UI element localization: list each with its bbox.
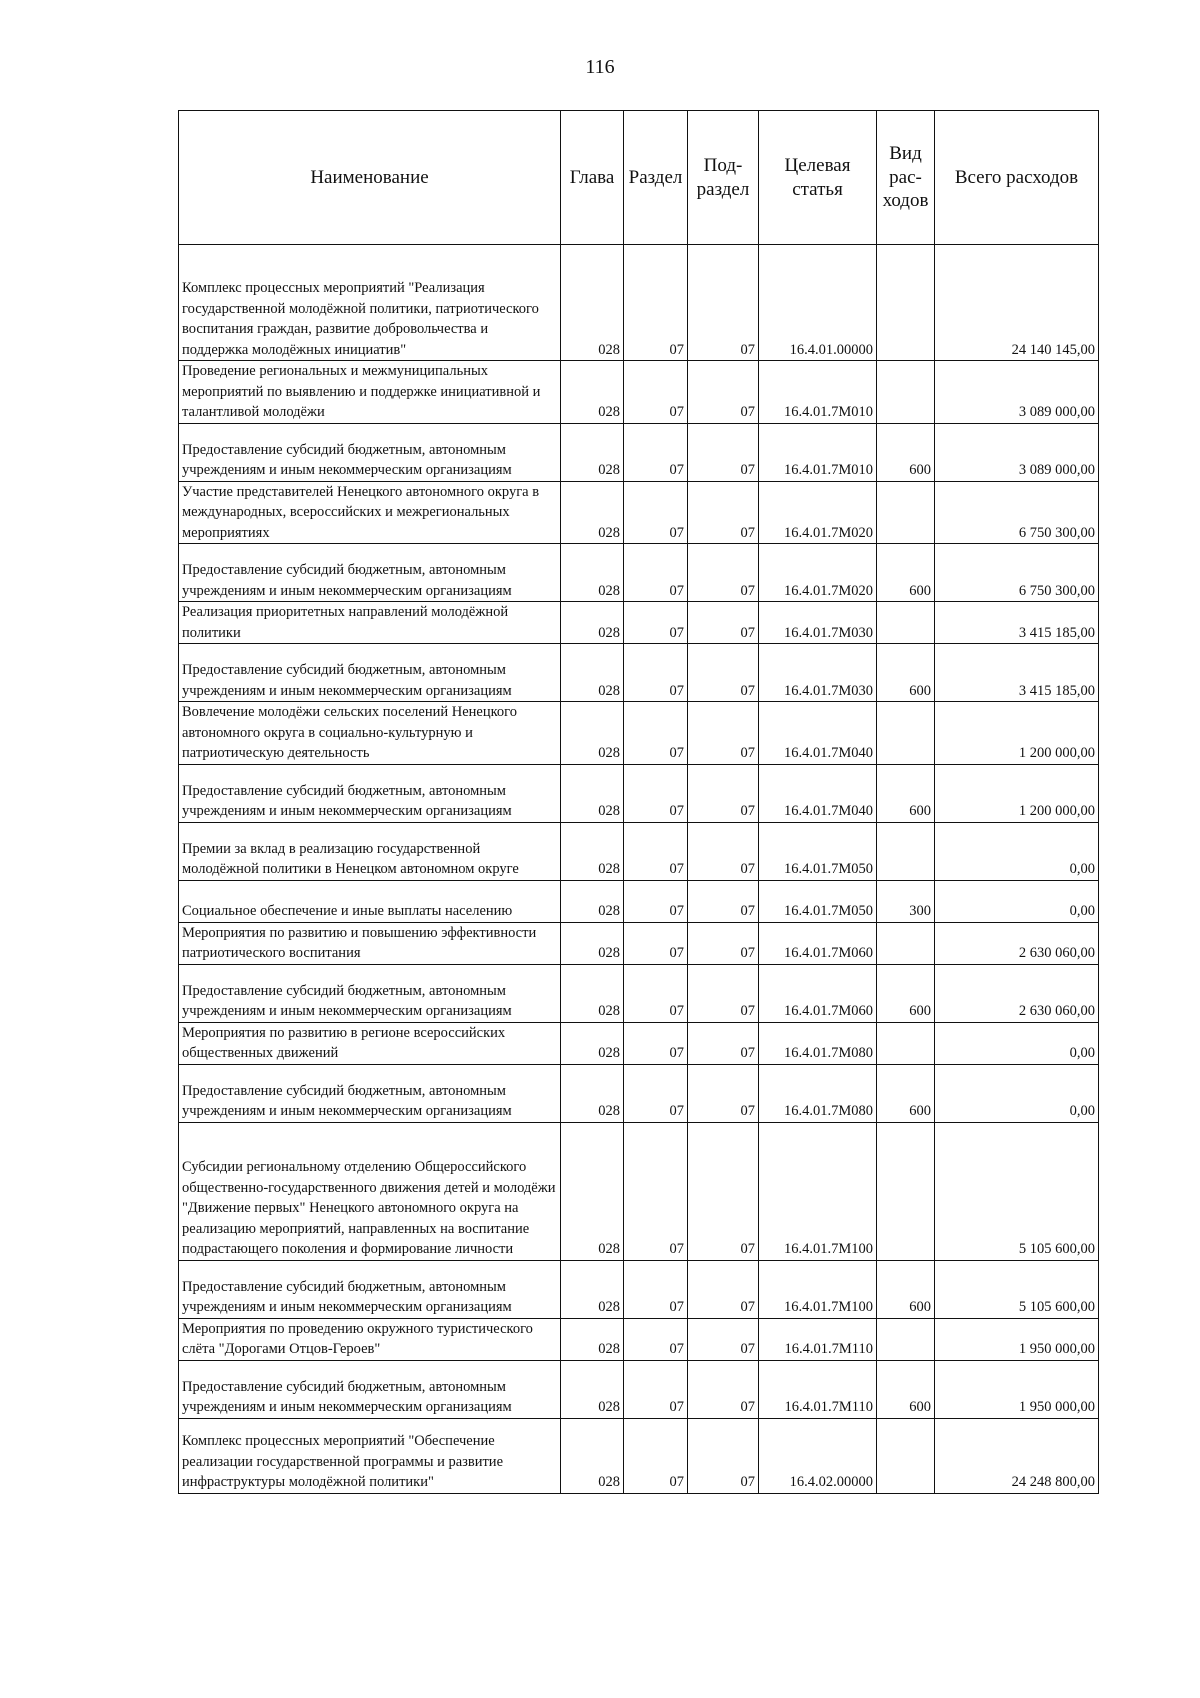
cell-chapter: 028 [561, 964, 624, 1022]
header-name: Наименование [179, 111, 561, 245]
table-row [179, 1022, 1099, 1064]
cell-kind: 600 [877, 1360, 935, 1418]
cell-subsection: 07 [688, 764, 759, 822]
cell-total: 2 630 060,00 [935, 922, 1099, 964]
cell-total: 5 105 600,00 [935, 1122, 1099, 1260]
cell-name: Участие представителей Ненецкого автономного округа в международных, всероссийских и межрегиональных мероприятиях [179, 481, 561, 544]
cell-kind [877, 481, 935, 544]
cell-chapter: 028 [561, 1064, 624, 1122]
cell-subsection: 07 [688, 1122, 759, 1260]
cell-section: 07 [624, 1122, 688, 1260]
cell-section: 07 [624, 964, 688, 1022]
header-total: Всего расходов [935, 111, 1099, 245]
table-row [179, 361, 1099, 424]
cell-section: 07 [624, 602, 688, 644]
cell-name: Предоставление субсидий бюджетным, автономным учреждениям и иным некоммерческим организациям [179, 544, 561, 602]
cell-subsection: 07 [688, 1022, 759, 1064]
cell-name: Комплекс процессных мероприятий "Обеспечение реализации государственной программы и развитие инфраструктуры молодёжной политики" [179, 1418, 561, 1493]
cell-chapter: 028 [561, 1418, 624, 1493]
cell-chapter: 028 [561, 1360, 624, 1418]
table-row [179, 964, 1099, 1022]
header-kind: Вид рас- ходов [877, 111, 935, 245]
cell-subsection: 07 [688, 481, 759, 544]
table-row [179, 1418, 1099, 1493]
cell-section: 07 [624, 764, 688, 822]
cell-article: 16.4.01.7М040 [759, 764, 877, 822]
cell-subsection: 07 [688, 602, 759, 644]
cell-article: 16.4.01.7М110 [759, 1318, 877, 1360]
cell-section: 07 [624, 1360, 688, 1418]
cell-name: Мероприятия по развитию и повышению эффективности патриотического воспитания [179, 922, 561, 964]
table-row [179, 644, 1099, 702]
cell-section: 07 [624, 361, 688, 424]
cell-name: Предоставление субсидий бюджетным, автономным учреждениям и иным некоммерческим организациям [179, 1064, 561, 1122]
cell-article: 16.4.02.00000 [759, 1418, 877, 1493]
cell-chapter: 028 [561, 1122, 624, 1260]
cell-kind [877, 1318, 935, 1360]
cell-name: Предоставление субсидий бюджетным, автономным учреждениям и иным некоммерческим организациям [179, 1360, 561, 1418]
table-row [179, 922, 1099, 964]
cell-chapter: 028 [561, 922, 624, 964]
cell-name: Социальное обеспечение и иные выплаты населению [179, 880, 561, 922]
cell-subsection: 07 [688, 1360, 759, 1418]
cell-name: Комплекс процессных мероприятий "Реализация государственной молодёжной политики, патриотического воспитания граждан, развитие добровольчества и поддержка молодёжных инициатив" [179, 245, 561, 361]
cell-name: Мероприятия по развитию в регионе всероссийских общественных движений [179, 1022, 561, 1064]
table-row [179, 245, 1099, 361]
cell-kind [877, 602, 935, 644]
table-row [179, 1122, 1099, 1260]
cell-total: 1 200 000,00 [935, 702, 1099, 765]
header-chapter: Глава [561, 111, 624, 245]
cell-total: 0,00 [935, 880, 1099, 922]
cell-total: 0,00 [935, 1064, 1099, 1122]
table-row [179, 702, 1099, 765]
cell-chapter: 028 [561, 544, 624, 602]
cell-subsection: 07 [688, 822, 759, 880]
table-row [179, 1360, 1099, 1418]
cell-article: 16.4.01.7М030 [759, 602, 877, 644]
table-row [179, 1318, 1099, 1360]
cell-article: 16.4.01.7М100 [759, 1260, 877, 1318]
cell-name: Предоставление субсидий бюджетным, автономным учреждениям и иным некоммерческим организациям [179, 423, 561, 481]
cell-article: 16.4.01.7М040 [759, 702, 877, 765]
page-number: 116 [585, 56, 615, 78]
cell-section: 07 [624, 245, 688, 361]
cell-chapter: 028 [561, 1022, 624, 1064]
cell-total: 6 750 300,00 [935, 481, 1099, 544]
cell-name: Предоставление субсидий бюджетным, автономным учреждениям и иным некоммерческим организациям [179, 1260, 561, 1318]
cell-name: Реализация приоритетных направлений молодёжной политики [179, 602, 561, 644]
cell-total: 24 140 145,00 [935, 245, 1099, 361]
table-row [179, 1064, 1099, 1122]
cell-chapter: 028 [561, 702, 624, 765]
cell-chapter: 028 [561, 1318, 624, 1360]
cell-total: 1 950 000,00 [935, 1318, 1099, 1360]
cell-kind: 300 [877, 880, 935, 922]
cell-article: 16.4.01.7М030 [759, 644, 877, 702]
cell-article: 16.4.01.7М060 [759, 964, 877, 1022]
cell-subsection: 07 [688, 1318, 759, 1360]
table-row [179, 880, 1099, 922]
header-section: Раздел [624, 111, 688, 245]
cell-section: 07 [624, 880, 688, 922]
cell-article: 16.4.01.7М020 [759, 544, 877, 602]
cell-kind: 600 [877, 423, 935, 481]
cell-subsection: 07 [688, 1418, 759, 1493]
table-row [179, 764, 1099, 822]
cell-article: 16.4.01.7М010 [759, 423, 877, 481]
cell-section: 07 [624, 423, 688, 481]
cell-subsection: 07 [688, 544, 759, 602]
cell-name: Субсидии региональному отделению Общероссийского общественно-государственного движения детей и молодёжи "Движение первых" Ненецкого автономного округа на реализацию мероприятий, направленных на воспитание подрастающего поколения и формирование личности [179, 1122, 561, 1260]
cell-section: 07 [624, 1064, 688, 1122]
cell-chapter: 028 [561, 644, 624, 702]
cell-kind: 600 [877, 964, 935, 1022]
table-row [179, 423, 1099, 481]
budget-table [178, 110, 1099, 1494]
cell-total: 0,00 [935, 1022, 1099, 1064]
cell-subsection: 07 [688, 245, 759, 361]
cell-kind: 600 [877, 1260, 935, 1318]
cell-article: 16.4.01.7М080 [759, 1022, 877, 1064]
cell-name: Предоставление субсидий бюджетным, автономным учреждениям и иным некоммерческим организациям [179, 764, 561, 822]
cell-total: 2 630 060,00 [935, 964, 1099, 1022]
cell-section: 07 [624, 1418, 688, 1493]
cell-total: 3 415 185,00 [935, 644, 1099, 702]
table-row [179, 544, 1099, 602]
header-subsection: Под- раздел [688, 111, 759, 245]
cell-total: 24 248 800,00 [935, 1418, 1099, 1493]
cell-section: 07 [624, 822, 688, 880]
cell-name: Премии за вклад в реализацию государственной молодёжной политики в Ненецком автономном округе [179, 822, 561, 880]
cell-total: 0,00 [935, 822, 1099, 880]
cell-kind: 600 [877, 544, 935, 602]
cell-article: 16.4.01.7М110 [759, 1360, 877, 1418]
cell-total: 3 089 000,00 [935, 361, 1099, 424]
cell-kind [877, 702, 935, 765]
cell-name: Мероприятия по проведению окружного туристического слёта "Дорогами Отцов-Героев" [179, 1318, 561, 1360]
cell-subsection: 07 [688, 361, 759, 424]
cell-kind [877, 1022, 935, 1064]
cell-kind [877, 361, 935, 424]
cell-total: 3 415 185,00 [935, 602, 1099, 644]
cell-kind: 600 [877, 1064, 935, 1122]
cell-total: 1 200 000,00 [935, 764, 1099, 822]
cell-name: Предоставление субсидий бюджетным, автономным учреждениям и иным некоммерческим организациям [179, 644, 561, 702]
cell-kind: 600 [877, 764, 935, 822]
cell-chapter: 028 [561, 880, 624, 922]
cell-section: 07 [624, 922, 688, 964]
cell-chapter: 028 [561, 423, 624, 481]
table-header-row [179, 111, 1099, 245]
cell-article: 16.4.01.7М080 [759, 1064, 877, 1122]
cell-subsection: 07 [688, 1260, 759, 1318]
cell-kind [877, 1122, 935, 1260]
cell-chapter: 028 [561, 245, 624, 361]
cell-article: 16.4.01.7М050 [759, 880, 877, 922]
cell-subsection: 07 [688, 964, 759, 1022]
cell-kind [877, 1418, 935, 1493]
cell-kind [877, 245, 935, 361]
table-row [179, 1260, 1099, 1318]
cell-subsection: 07 [688, 423, 759, 481]
cell-section: 07 [624, 1318, 688, 1360]
cell-name: Проведение региональных и межмуниципальных мероприятий по выявлению и поддержке инициативной и талантливой молодёжи [179, 361, 561, 424]
cell-subsection: 07 [688, 1064, 759, 1122]
cell-chapter: 028 [561, 764, 624, 822]
cell-article: 16.4.01.7М050 [759, 822, 877, 880]
table-row [179, 481, 1099, 544]
cell-total: 1 950 000,00 [935, 1360, 1099, 1418]
cell-article: 16.4.01.7М100 [759, 1122, 877, 1260]
cell-subsection: 07 [688, 880, 759, 922]
cell-subsection: 07 [688, 702, 759, 765]
cell-section: 07 [624, 644, 688, 702]
cell-section: 07 [624, 1260, 688, 1318]
cell-name: Вовлечение молодёжи сельских поселений Ненецкого автономного округа в социально-культурную и патриотическую деятельность [179, 702, 561, 765]
cell-chapter: 028 [561, 481, 624, 544]
cell-section: 07 [624, 481, 688, 544]
cell-total: 6 750 300,00 [935, 544, 1099, 602]
cell-subsection: 07 [688, 644, 759, 702]
cell-chapter: 028 [561, 1260, 624, 1318]
cell-article: 16.4.01.00000 [759, 245, 877, 361]
table-row [179, 602, 1099, 644]
cell-kind [877, 822, 935, 880]
cell-chapter: 028 [561, 822, 624, 880]
cell-subsection: 07 [688, 922, 759, 964]
cell-total: 5 105 600,00 [935, 1260, 1099, 1318]
cell-section: 07 [624, 702, 688, 765]
cell-name: Предоставление субсидий бюджетным, автономным учреждениям и иным некоммерческим организациям [179, 964, 561, 1022]
header-article: Целевая статья [759, 111, 877, 245]
cell-total: 3 089 000,00 [935, 423, 1099, 481]
table-row [179, 822, 1099, 880]
cell-kind: 600 [877, 644, 935, 702]
cell-article: 16.4.01.7М020 [759, 481, 877, 544]
cell-section: 07 [624, 1022, 688, 1064]
cell-article: 16.4.01.7М060 [759, 922, 877, 964]
cell-article: 16.4.01.7М010 [759, 361, 877, 424]
cell-chapter: 028 [561, 602, 624, 644]
cell-chapter: 028 [561, 361, 624, 424]
cell-kind [877, 922, 935, 964]
cell-section: 07 [624, 544, 688, 602]
